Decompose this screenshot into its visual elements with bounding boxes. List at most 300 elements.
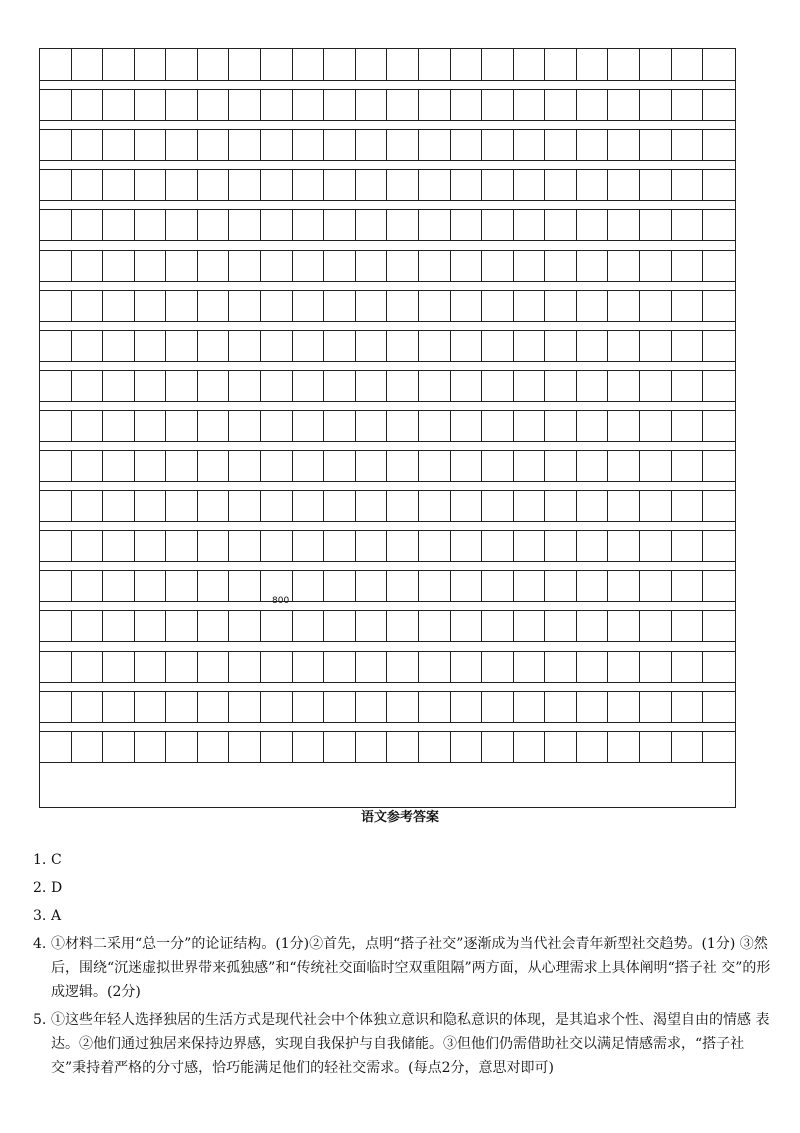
grid-cell[interactable] [577,652,609,682]
grid-cell[interactable] [261,331,293,361]
grid-cell[interactable] [703,531,735,561]
grid-cell[interactable] [135,251,167,281]
grid-cell[interactable] [545,210,577,240]
grid-cell[interactable] [356,611,388,641]
grid-cell[interactable] [72,371,104,401]
grid-cell[interactable] [135,331,167,361]
grid-cell[interactable] [356,732,388,762]
grid-cell[interactable] [293,90,325,120]
grid-cell[interactable] [135,611,167,641]
grid-cell[interactable] [324,451,356,481]
grid-cell[interactable] [640,732,672,762]
grid-cell[interactable] [514,291,546,321]
grid-cell[interactable] [451,491,483,521]
grid-cell[interactable] [198,331,230,361]
grid-cell[interactable] [672,491,704,521]
grid-cell[interactable] [293,571,325,601]
grid-cell[interactable] [387,49,419,80]
grid-cell[interactable] [198,451,230,481]
grid-cell[interactable] [672,251,704,281]
grid-cell[interactable] [703,90,735,120]
grid-cell[interactable] [293,451,325,481]
grid-cell[interactable] [482,130,514,160]
grid-cell[interactable] [135,732,167,762]
grid-cell[interactable] [482,411,514,441]
grid-cell[interactable] [672,170,704,200]
grid-cell[interactable] [514,491,546,521]
grid-cell[interactable] [198,732,230,762]
grid-cell[interactable] [703,331,735,361]
grid-cell[interactable] [703,130,735,160]
grid-cell[interactable] [482,170,514,200]
grid-cell[interactable] [72,90,104,120]
grid-cell[interactable] [72,491,104,521]
grid-cell[interactable] [451,611,483,641]
grid-cell[interactable] [356,411,388,441]
grid-cell[interactable] [514,371,546,401]
grid-cell[interactable] [324,692,356,722]
grid-cell[interactable] [577,371,609,401]
grid-cell[interactable] [324,331,356,361]
grid-cell[interactable] [577,130,609,160]
grid-cell[interactable] [103,692,135,722]
grid-cell[interactable] [419,692,451,722]
grid-cell[interactable] [166,90,198,120]
grid-cell[interactable] [40,491,72,521]
grid-cell[interactable] [198,251,230,281]
grid-cell[interactable] [545,90,577,120]
grid-cell[interactable] [198,49,230,80]
grid-cell[interactable] [198,652,230,682]
grid-cell[interactable] [514,451,546,481]
grid-cell[interactable] [703,49,735,80]
grid-cell[interactable] [324,90,356,120]
grid-cell[interactable] [324,411,356,441]
grid-cell[interactable] [72,732,104,762]
grid-cell[interactable] [72,692,104,722]
grid-cell[interactable] [482,331,514,361]
grid-cell[interactable] [40,692,72,722]
grid-cell[interactable] [166,692,198,722]
grid-cell[interactable] [103,291,135,321]
grid-cell[interactable] [419,531,451,561]
grid-cell[interactable] [293,371,325,401]
grid-cell[interactable] [40,531,72,561]
grid-cell[interactable] [545,251,577,281]
grid-cell[interactable] [103,411,135,441]
grid-cell[interactable] [261,692,293,722]
grid-cell[interactable] [514,571,546,601]
grid-cell[interactable] [40,411,72,441]
grid-cell[interactable] [293,331,325,361]
grid-cell[interactable] [72,451,104,481]
grid-cell[interactable] [229,170,261,200]
grid-cell[interactable] [482,652,514,682]
grid-cell[interactable] [451,130,483,160]
grid-cell[interactable] [451,571,483,601]
grid-cell[interactable] [135,170,167,200]
grid-cell[interactable] [419,251,451,281]
grid-cell[interactable] [103,210,135,240]
grid-cell[interactable] [514,411,546,441]
grid-cell[interactable] [640,210,672,240]
grid-cell[interactable] [482,251,514,281]
grid-cell[interactable] [703,371,735,401]
grid-cell[interactable] [293,170,325,200]
grid-cell[interactable] [261,371,293,401]
grid-cell[interactable] [387,291,419,321]
grid-cell[interactable] [293,411,325,441]
grid-cell[interactable] [40,611,72,641]
grid-cell[interactable] [451,451,483,481]
grid-cell[interactable] [387,531,419,561]
grid-cell[interactable] [608,90,640,120]
grid-cell[interactable] [608,451,640,481]
grid-cell[interactable] [451,170,483,200]
grid-cell[interactable] [261,90,293,120]
grid-cell[interactable] [103,451,135,481]
grid-cell[interactable] [324,732,356,762]
grid-cell[interactable] [577,170,609,200]
grid-cell[interactable] [135,652,167,682]
grid-cell[interactable] [103,170,135,200]
grid-cell[interactable] [261,451,293,481]
grid-cell[interactable] [387,692,419,722]
grid-cell[interactable] [640,451,672,481]
grid-cell[interactable] [608,491,640,521]
grid-cell[interactable] [703,210,735,240]
grid-cell[interactable] [545,170,577,200]
grid-cell[interactable] [135,531,167,561]
grid-cell[interactable] [482,291,514,321]
grid-cell[interactable] [40,251,72,281]
grid-cell[interactable] [514,531,546,561]
grid-cell[interactable] [545,611,577,641]
grid-cell[interactable] [514,732,546,762]
grid-cell[interactable] [577,531,609,561]
grid-cell[interactable] [40,49,72,80]
grid-cell[interactable] [672,611,704,641]
grid-cell[interactable] [229,611,261,641]
grid-cell[interactable] [608,692,640,722]
grid-cell[interactable] [608,130,640,160]
grid-cell[interactable] [324,291,356,321]
grid-cell[interactable] [387,251,419,281]
grid-cell[interactable] [293,49,325,80]
grid-cell[interactable] [356,170,388,200]
grid-cell[interactable] [356,331,388,361]
grid-cell[interactable] [640,531,672,561]
grid-cell[interactable] [166,130,198,160]
grid-cell[interactable] [72,49,104,80]
grid-cell[interactable] [451,411,483,441]
grid-cell[interactable] [577,331,609,361]
grid-cell[interactable] [514,170,546,200]
grid-cell[interactable] [482,371,514,401]
grid-cell[interactable] [229,692,261,722]
grid-cell[interactable] [198,291,230,321]
grid-cell[interactable] [72,170,104,200]
grid-cell[interactable] [198,531,230,561]
grid-cell[interactable] [577,692,609,722]
grid-cell[interactable] [451,49,483,80]
grid-cell[interactable] [229,451,261,481]
grid-cell[interactable] [577,732,609,762]
grid-cell[interactable] [387,652,419,682]
grid-cell[interactable] [672,692,704,722]
grid-cell[interactable] [166,491,198,521]
grid-cell[interactable] [640,170,672,200]
grid-cell[interactable] [608,531,640,561]
grid-cell[interactable] [40,451,72,481]
grid-cell[interactable] [482,692,514,722]
grid-cell[interactable] [545,371,577,401]
grid-cell[interactable] [40,130,72,160]
grid-cell[interactable] [324,652,356,682]
grid-cell[interactable] [419,652,451,682]
grid-cell[interactable] [703,291,735,321]
grid-cell[interactable] [40,571,72,601]
grid-cell[interactable] [324,571,356,601]
grid-cell[interactable] [229,90,261,120]
grid-cell[interactable] [672,90,704,120]
grid-cell[interactable] [640,571,672,601]
grid-cell[interactable] [293,531,325,561]
grid-cell[interactable] [703,652,735,682]
grid-cell[interactable] [103,491,135,521]
grid-cell[interactable] [198,571,230,601]
grid-cell[interactable] [229,251,261,281]
grid-cell[interactable] [387,170,419,200]
grid-cell[interactable] [672,291,704,321]
grid-cell[interactable] [577,90,609,120]
grid-cell[interactable] [577,49,609,80]
grid-cell[interactable] [229,411,261,441]
grid-cell[interactable] [608,732,640,762]
grid-cell[interactable] [387,411,419,441]
grid-cell[interactable] [261,611,293,641]
grid-cell[interactable] [640,411,672,441]
grid-cell[interactable] [40,371,72,401]
grid-cell[interactable] [451,251,483,281]
grid-cell[interactable] [672,130,704,160]
grid-cell[interactable] [640,90,672,120]
grid-cell[interactable] [640,371,672,401]
grid-cell[interactable] [72,291,104,321]
grid-cell[interactable] [324,49,356,80]
grid-cell[interactable] [103,331,135,361]
grid-cell[interactable] [482,531,514,561]
grid-cell[interactable] [608,49,640,80]
grid-cell[interactable] [135,371,167,401]
grid-cell[interactable] [640,611,672,641]
grid-cell[interactable] [356,49,388,80]
grid-cell[interactable] [324,210,356,240]
grid-cell[interactable] [72,652,104,682]
grid-cell[interactable] [514,331,546,361]
grid-cell[interactable] [261,170,293,200]
grid-cell[interactable] [514,130,546,160]
grid-cell[interactable] [229,130,261,160]
grid-cell[interactable] [103,371,135,401]
grid-cell[interactable] [356,210,388,240]
grid-cell[interactable] [72,210,104,240]
grid-cell[interactable] [229,291,261,321]
grid-cell[interactable] [577,451,609,481]
grid-cell[interactable] [40,732,72,762]
grid-cell[interactable] [324,251,356,281]
grid-cell[interactable] [198,130,230,160]
grid-cell[interactable] [419,611,451,641]
grid-cell[interactable] [451,692,483,722]
grid-cell[interactable] [166,170,198,200]
grid-cell[interactable] [324,491,356,521]
grid-cell[interactable] [387,732,419,762]
grid-cell[interactable] [40,90,72,120]
grid-cell[interactable] [451,652,483,682]
grid-cell[interactable] [545,411,577,441]
grid-cell[interactable] [482,210,514,240]
grid-cell[interactable] [703,451,735,481]
grid-cell[interactable] [356,130,388,160]
grid-cell[interactable] [514,90,546,120]
grid-cell[interactable] [640,331,672,361]
grid-cell[interactable] [356,291,388,321]
grid-cell[interactable] [419,291,451,321]
grid-cell[interactable] [40,652,72,682]
grid-cell[interactable] [672,451,704,481]
grid-cell[interactable] [608,371,640,401]
grid-cell[interactable] [419,130,451,160]
grid-cell[interactable] [356,571,388,601]
grid-cell[interactable] [419,49,451,80]
grid-cell[interactable] [40,210,72,240]
grid-cell[interactable] [545,451,577,481]
grid-cell[interactable] [672,49,704,80]
grid-cell[interactable] [577,251,609,281]
grid-cell[interactable] [166,291,198,321]
grid-cell[interactable] [577,611,609,641]
grid-cell[interactable] [514,611,546,641]
grid-cell[interactable] [166,411,198,441]
grid-cell[interactable] [419,170,451,200]
grid-cell[interactable] [640,652,672,682]
grid-cell[interactable] [545,652,577,682]
grid-cell[interactable] [293,130,325,160]
grid-cell[interactable] [387,571,419,601]
grid-cell[interactable] [72,130,104,160]
grid-cell[interactable] [640,291,672,321]
grid-cell[interactable] [419,331,451,361]
grid-cell[interactable] [229,371,261,401]
grid-cell[interactable] [356,531,388,561]
grid-cell[interactable] [324,170,356,200]
grid-cell[interactable] [577,571,609,601]
grid-cell[interactable] [577,491,609,521]
grid-cell[interactable] [640,251,672,281]
grid-cell[interactable] [482,571,514,601]
grid-cell[interactable] [229,49,261,80]
grid-cell[interactable] [324,531,356,561]
grid-cell[interactable] [672,652,704,682]
grid-cell[interactable] [166,49,198,80]
grid-cell[interactable] [261,210,293,240]
grid-cell[interactable] [293,291,325,321]
grid-cell[interactable] [261,491,293,521]
grid-cell[interactable] [229,331,261,361]
grid-cell[interactable] [608,652,640,682]
grid-cell[interactable] [356,251,388,281]
grid-cell[interactable] [451,90,483,120]
grid-cell[interactable] [640,491,672,521]
grid-cell[interactable] [387,611,419,641]
grid-cell[interactable] [198,692,230,722]
grid-cell[interactable] [640,692,672,722]
grid-cell[interactable] [166,571,198,601]
grid-cell[interactable] [135,411,167,441]
grid-cell[interactable] [72,611,104,641]
grid-cell[interactable] [608,571,640,601]
grid-cell[interactable] [672,371,704,401]
grid-cell[interactable] [545,331,577,361]
grid-cell[interactable] [514,49,546,80]
grid-cell[interactable] [703,692,735,722]
grid-cell[interactable] [293,491,325,521]
grid-cell[interactable] [261,411,293,441]
grid-cell[interactable] [608,611,640,641]
grid-cell[interactable] [608,291,640,321]
grid-cell[interactable] [40,331,72,361]
grid-cell[interactable] [103,571,135,601]
grid-cell[interactable] [577,291,609,321]
grid-cell[interactable] [166,210,198,240]
grid-cell[interactable] [703,170,735,200]
grid-cell[interactable] [451,291,483,321]
grid-cell[interactable] [545,732,577,762]
grid-cell[interactable] [261,130,293,160]
grid-cell[interactable] [40,291,72,321]
grid-cell[interactable] [703,491,735,521]
grid-cell[interactable] [198,210,230,240]
grid-cell[interactable] [261,49,293,80]
grid-cell[interactable] [545,130,577,160]
grid-cell[interactable] [419,491,451,521]
grid-cell[interactable] [135,49,167,80]
grid-cell[interactable] [608,411,640,441]
grid-cell[interactable] [229,491,261,521]
grid-cell[interactable] [545,531,577,561]
grid-cell[interactable] [229,531,261,561]
grid-cell[interactable] [419,571,451,601]
grid-cell[interactable] [261,652,293,682]
grid-cell[interactable] [387,210,419,240]
grid-cell[interactable] [72,331,104,361]
grid-cell[interactable] [198,90,230,120]
grid-cell[interactable] [166,451,198,481]
grid-cell[interactable] [198,611,230,641]
grid-cell[interactable] [514,652,546,682]
grid-cell[interactable] [514,251,546,281]
grid-cell[interactable] [577,411,609,441]
grid-cell[interactable] [419,732,451,762]
grid-cell[interactable] [324,371,356,401]
grid-cell[interactable] [72,571,104,601]
grid-cell[interactable] [514,692,546,722]
grid-cell[interactable] [703,611,735,641]
grid-cell[interactable] [135,210,167,240]
grid-cell[interactable] [419,371,451,401]
grid-cell[interactable] [387,451,419,481]
